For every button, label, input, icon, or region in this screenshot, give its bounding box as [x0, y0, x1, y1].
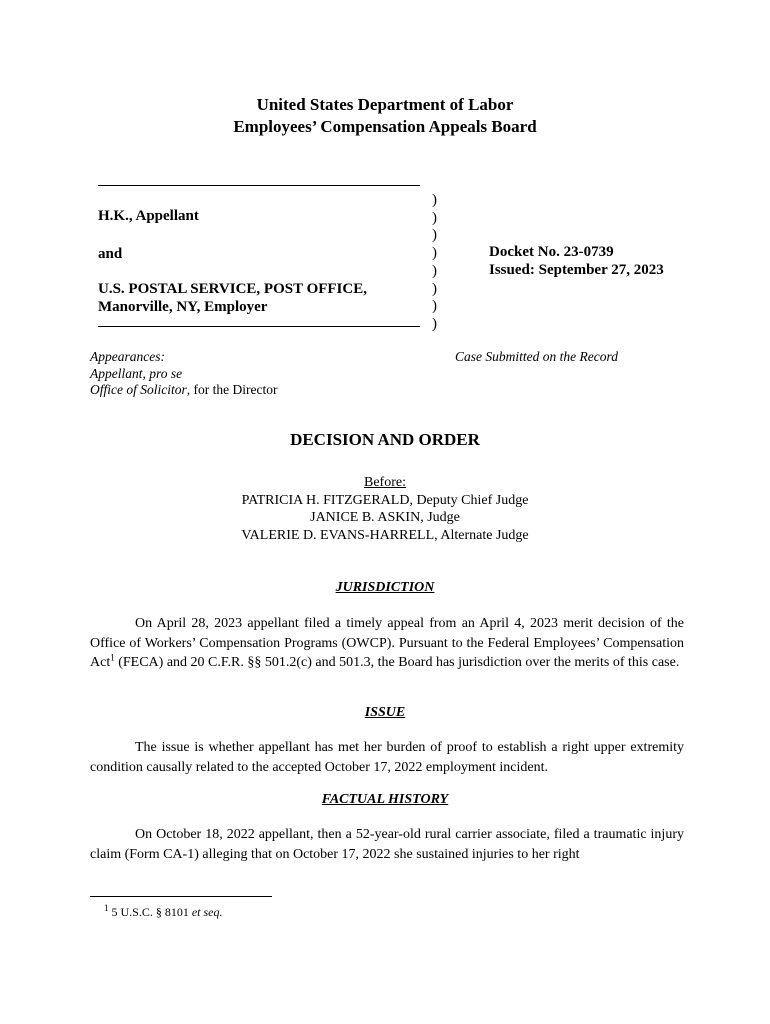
footnote-text: 5 U.S.C. § 8101	[111, 905, 192, 919]
paren: )	[432, 192, 437, 208]
judge-3: VALERIE D. EVANS-HARRELL, Alternate Judge	[241, 527, 529, 543]
factual-history-heading: FACTUAL HISTORY	[321, 792, 449, 807]
paren: )	[432, 245, 437, 262]
before-label: Before:	[364, 475, 406, 490]
jurisdiction-heading: JURISDICTION	[335, 580, 435, 595]
footnote	[104, 905, 223, 920]
document-header	[0, 94, 770, 138]
factual-history-paragraph: On October 18, 2022 appellant, then a 52-year-old rural carrier associate, filed a traumatic injury claim (Form CA-1) alleging that on October 17, 2022 she sustained injuries to her right	[90, 827, 684, 862]
issue-paragraph: The issue is whether appellant has met her burden of proof to establish a right upper extremity condition causally related to the accepted October 17, 2022 employment incident.	[90, 740, 684, 775]
footnote-italic: et seq.	[191, 905, 223, 919]
board-name: Employees’ Compensation Appeals Board	[233, 117, 537, 136]
footnote-number: 1	[104, 903, 109, 913]
docket-number: Docket No. 23-0739	[489, 244, 614, 260]
appearances	[90, 349, 277, 399]
appearance-solicitor: Office of Solicitor, for the Director	[90, 382, 278, 397]
caption-and: and	[98, 246, 123, 262]
appellant-name: H.K., Appellant	[98, 208, 199, 224]
footnote-ref[interactable]: 1	[110, 652, 115, 663]
employer-name	[98, 280, 367, 316]
paren: )	[432, 227, 437, 244]
judge-panel	[0, 474, 770, 544]
appearances-heading: Appearances:	[90, 349, 165, 364]
caption-top-rule	[98, 185, 420, 186]
agency-name: United States Department of Labor	[256, 95, 514, 114]
decision-title: DECISION AND ORDER	[290, 430, 480, 449]
caption-bottom-rule	[98, 326, 420, 327]
paren: )	[432, 298, 437, 315]
case-submitted-note: Case Submitted on the Record	[455, 349, 618, 364]
employer-line-1: U.S. POSTAL SERVICE, POST OFFICE,	[98, 281, 367, 297]
paren: )	[432, 209, 437, 226]
judge-1: PATRICIA H. FITZGERALD, Deputy Chief Judge	[241, 492, 529, 508]
caption-parentheses	[432, 192, 437, 334]
paren: )	[432, 262, 437, 279]
employer-line-2: Manorville, NY, Employer	[98, 299, 268, 315]
paren: )	[432, 280, 437, 297]
paren: )	[432, 315, 437, 332]
issue-heading: ISSUE	[364, 705, 406, 720]
jurisdiction-paragraph: On April 28, 2023 appellant filed a timely appeal from an April 4, 2023 merit decision of the Office of Workers’ Compensation Programs (OWCP). Pursuant to the Federal Employees’ Compensation Act$^1$ (FECA) and 20 C.F.R. §§ 501.2(c) and 501.3, the Board has jurisdiction over the merits of this case.	[90, 616, 684, 670]
footnote-rule	[90, 896, 272, 897]
docket-info	[489, 243, 664, 279]
judge-2: JANICE B. ASKIN, Judge	[310, 510, 460, 525]
appearance-appellant: Appellant, pro se	[90, 365, 183, 381]
issued-date: Issued: September 27, 2023	[489, 262, 664, 278]
